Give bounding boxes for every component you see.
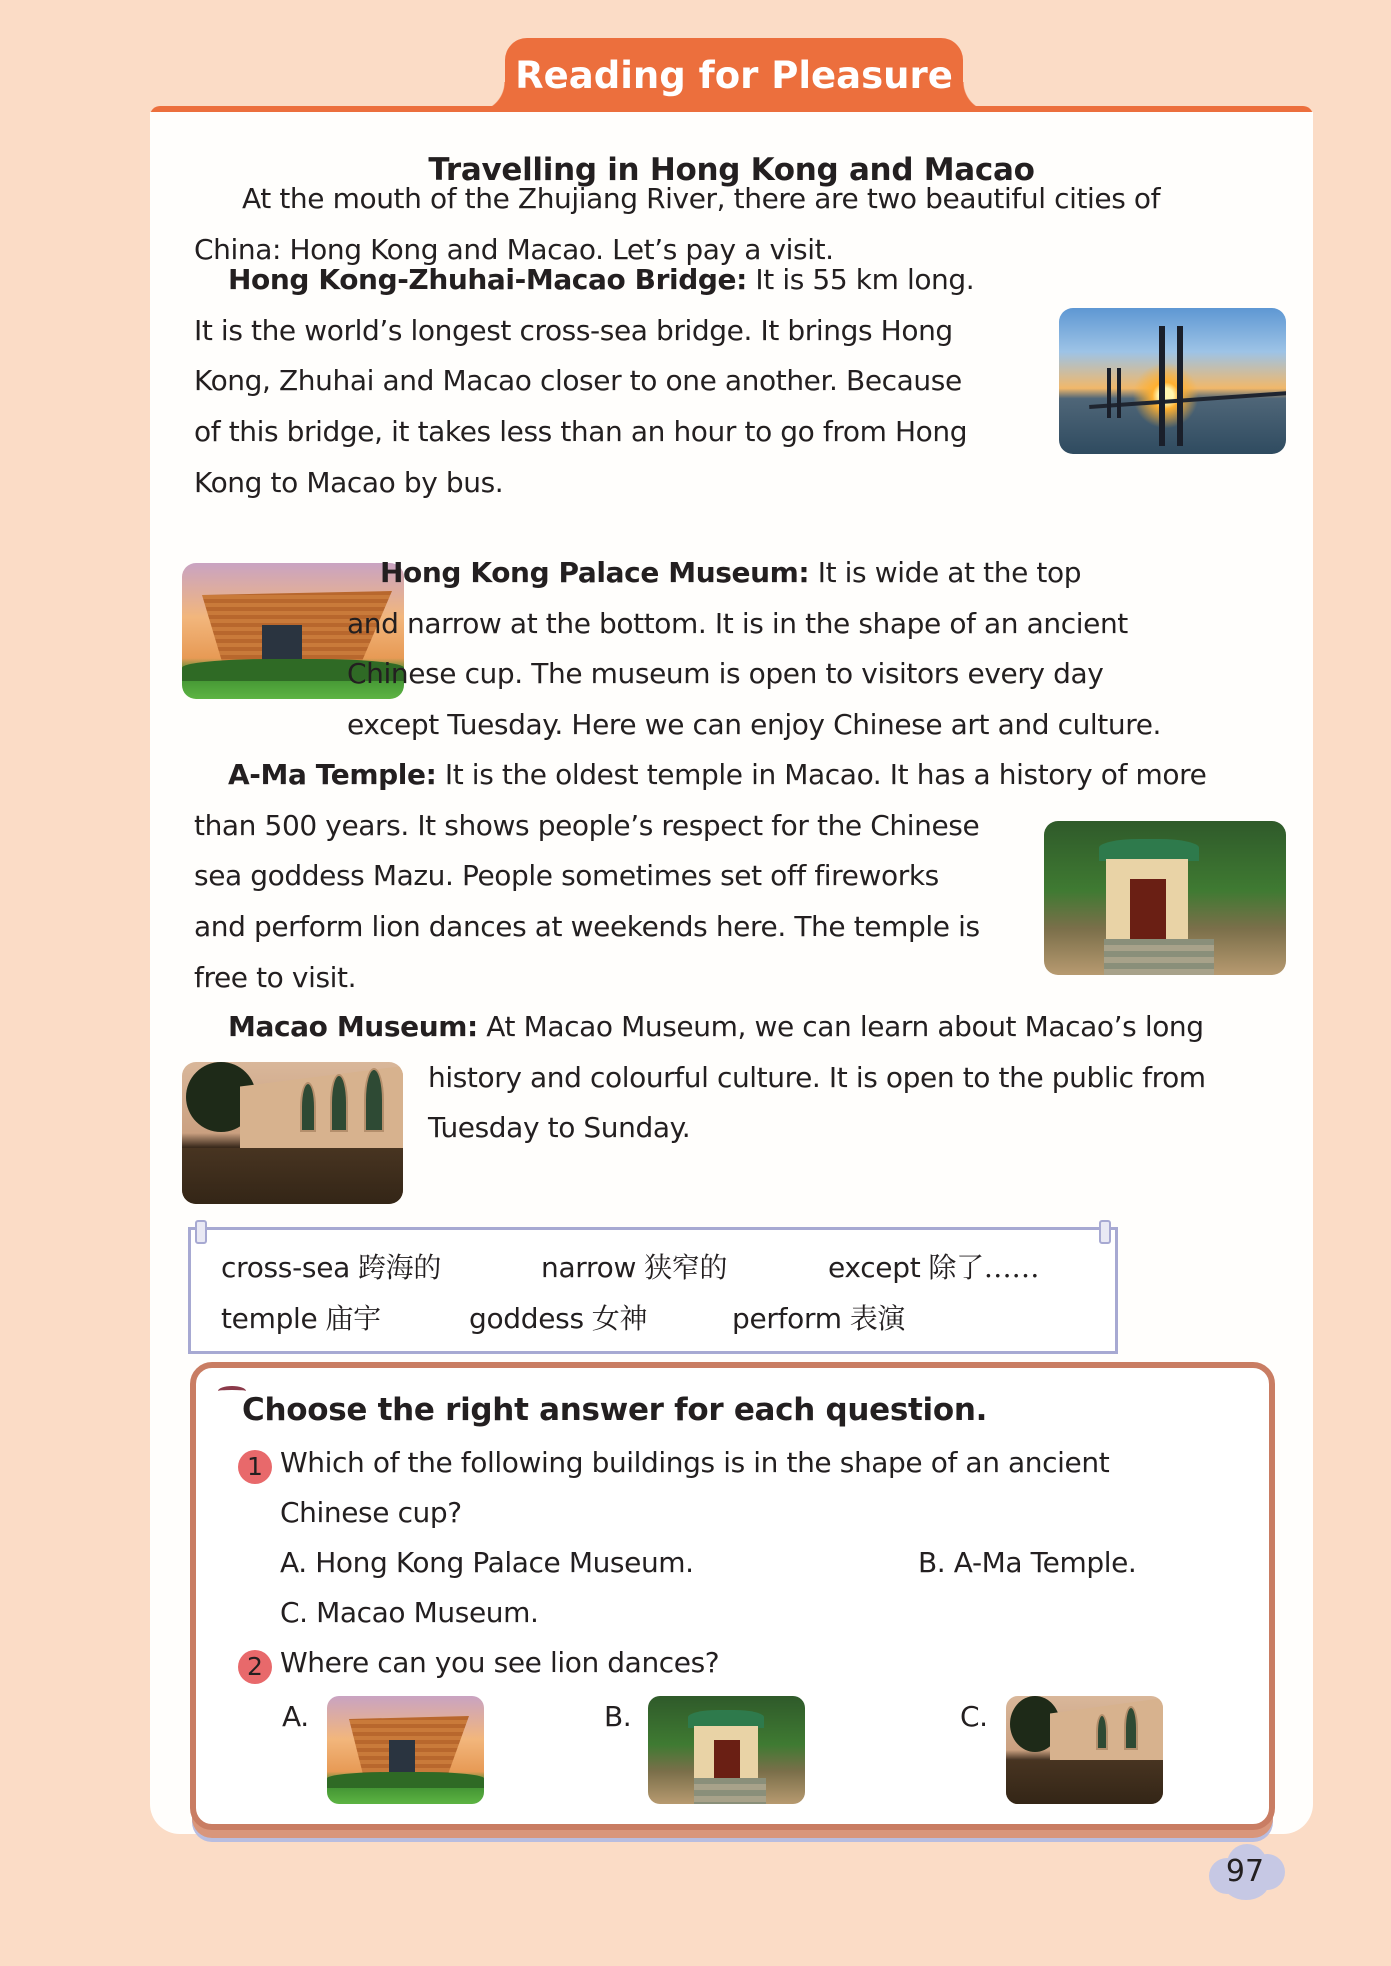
question-2-option-b-label[interactable]: B. [604,1700,632,1733]
vocabulary-box [188,1227,1118,1354]
vocab-item: perform 表演 [732,1302,906,1335]
vocab-item: narrow 狭窄的 [541,1251,728,1284]
macao-museum-photo [182,1062,403,1204]
quiz-instruction: Choose the right answer for each question. [242,1392,988,1428]
question-number-badge: 1 [238,1450,272,1484]
a-ma-temple-paragraph: A-Ma Temple: It is the oldest temple in Macao. It has a history of more than 500 years. It shows people’s respect for the Chinese sea goddess Mazu. People sometimes set off fireworks and perform lion dances at weekends here. The temple is free to visit. [194,758,1207,994]
page-number-badge [1205,1842,1285,1900]
palace-museum-paragraph: Hong Kong Palace Museum: It is wide at the top and narrow at the bottom. It is in the shape of an ancient Chinese cup. The museum is open to visitors every day except Tuesday. Here we can enjoy Chinese art and culture. [347,556,1162,742]
quiz-panel [190,1362,1275,1830]
macao-museum-heading: Macao Museum: [228,1010,478,1043]
question-1-option-a[interactable]: A. Hong Kong Palace Museum. [280,1546,694,1579]
bridge-paragraph: Hong Kong-Zhuhai-Macao Bridge: It is 55 km long. It is the world’s longest cross-sea bridge. It brings Hong Kong, Zhuhai and Macao closer to one another. Because of this bridge, it takes less than an hour to go from Hong Kong to Macao by bus. [194,263,975,499]
intro-paragraph: At the mouth of the Zhujiang River, there are two beautiful cities of China: Hong Kong and Macao. Let’s pay a visit. [194,182,1161,266]
a-ma-temple-heading: A-Ma Temple: [228,758,437,791]
palace-museum-heading: Hong Kong Palace Museum: [380,556,810,589]
question-2-text: Where can you see lion dances? [280,1646,720,1679]
section-title: Reading for Pleasure [515,53,953,97]
page-number: 97 [1225,1854,1265,1889]
question-2-option-b-image[interactable] [648,1696,805,1804]
vocab-item: except 除了…… [828,1251,1040,1284]
a-ma-temple-photo [1044,821,1286,975]
question-2-option-a-image[interactable] [327,1696,484,1804]
bridge-photo [1059,308,1286,454]
question-2-option-c-image[interactable] [1006,1696,1163,1804]
question-1-text: Which of the following buildings is in the shape of an ancient [280,1446,1110,1479]
question-number-badge: 2 [238,1650,272,1684]
question-1-text-cont: Chinese cup? [280,1496,462,1529]
section-header-tab [505,38,963,112]
question-1-option-c[interactable]: C. Macao Museum. [280,1596,539,1629]
question-1-option-b[interactable]: B. A-Ma Temple. [918,1546,1137,1579]
vocab-item: cross-sea 跨海的 [221,1251,442,1284]
macao-museum-paragraph: Macao Museum: At Macao Museum, we can learn about Macao’s long history and colourful culture. It is open to the public from Tuesday to Sunday. [228,1010,1206,1145]
vocab-item: temple 庙宇 [221,1302,381,1335]
question-2-option-a-label[interactable]: A. [282,1700,309,1733]
question-2-option-c-label[interactable]: C. [960,1700,988,1733]
article-title: Travelling in Hong Kong and Macao [428,152,1035,188]
bridge-heading: Hong Kong-Zhuhai-Macao Bridge: [228,263,747,296]
vocab-item: goddess 女神 [469,1302,648,1335]
